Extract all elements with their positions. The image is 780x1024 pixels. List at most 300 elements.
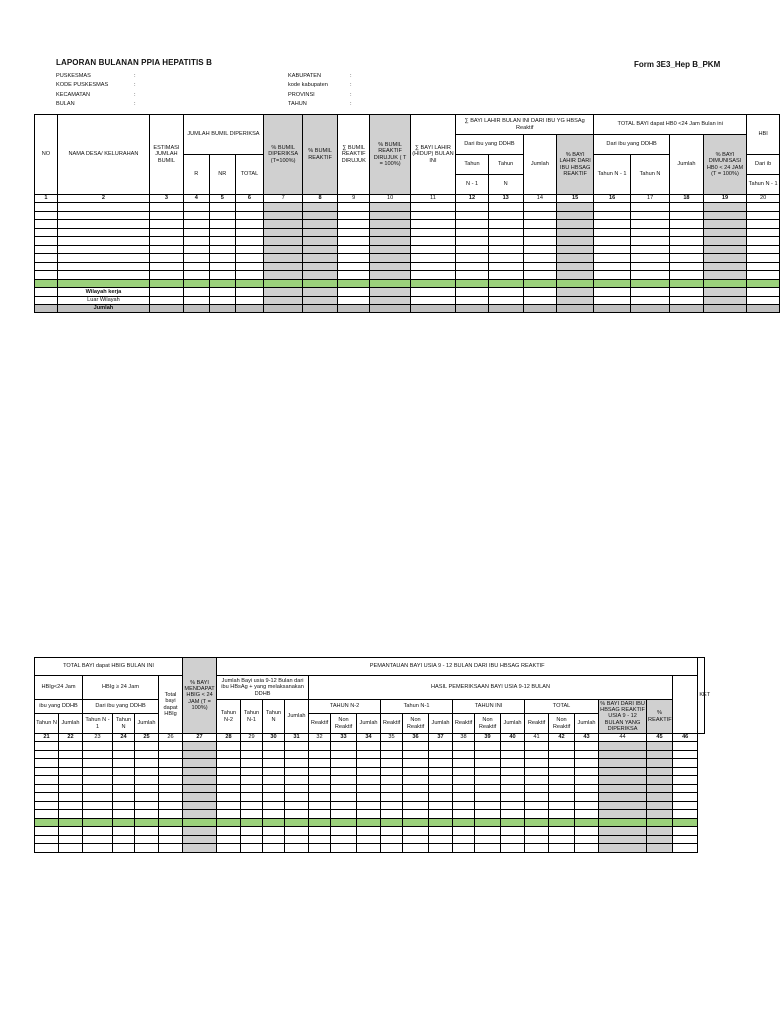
table-cell[interactable]	[557, 211, 594, 220]
table-cell[interactable]	[525, 776, 549, 785]
table-cell[interactable]	[703, 271, 746, 280]
table-cell[interactable]	[403, 784, 429, 793]
table-cell[interactable]	[209, 288, 235, 297]
table-cell[interactable]	[475, 750, 501, 759]
table-cell[interactable]	[381, 818, 403, 827]
table-cell[interactable]	[673, 818, 698, 827]
table-cell[interactable]	[264, 305, 303, 313]
table-cell[interactable]	[594, 288, 631, 297]
table-cell[interactable]	[403, 750, 429, 759]
table-cell[interactable]	[501, 801, 525, 810]
table-cell[interactable]	[209, 254, 235, 263]
table-cell[interactable]	[35, 296, 58, 305]
table-cell[interactable]	[647, 844, 673, 853]
table-cell[interactable]	[381, 835, 403, 844]
table-cell[interactable]	[83, 793, 113, 802]
table-cell[interactable]	[475, 759, 501, 768]
table-cell[interactable]	[183, 237, 209, 246]
table-cell[interactable]	[381, 767, 403, 776]
table-cell[interactable]	[309, 827, 331, 836]
table-cell[interactable]	[209, 228, 235, 237]
table-cell[interactable]	[241, 818, 263, 827]
table-cell[interactable]	[594, 228, 631, 237]
table-cell[interactable]	[670, 237, 704, 246]
table-cell[interactable]	[235, 271, 263, 280]
table-cell[interactable]	[337, 211, 370, 220]
table-cell[interactable]	[159, 750, 183, 759]
table-cell[interactable]	[549, 793, 575, 802]
table-cell[interactable]	[183, 262, 209, 271]
table-cell[interactable]	[285, 784, 309, 793]
table-cell[interactable]	[599, 827, 647, 836]
table-cell[interactable]	[429, 750, 453, 759]
table-cell[interactable]	[113, 835, 135, 844]
table-cell[interactable]	[235, 262, 263, 271]
table-cell[interactable]	[599, 750, 647, 759]
table-cell[interactable]	[429, 742, 453, 751]
table-cell[interactable]	[488, 279, 523, 288]
table-cell[interactable]	[35, 793, 59, 802]
table-cell[interactable]	[309, 784, 331, 793]
table-cell[interactable]	[183, 228, 209, 237]
table-cell[interactable]	[523, 203, 557, 212]
table-cell[interactable]	[263, 835, 285, 844]
table-cell[interactable]	[594, 305, 631, 313]
table-cell[interactable]	[488, 211, 523, 220]
table-cell[interactable]	[488, 296, 523, 305]
table-cell[interactable]	[57, 203, 149, 212]
table-cell[interactable]	[135, 784, 159, 793]
table-cell[interactable]	[475, 827, 501, 836]
table-cell[interactable]	[456, 211, 489, 220]
table-cell[interactable]	[488, 203, 523, 212]
table-cell[interactable]	[747, 203, 780, 212]
table-cell[interactable]	[183, 203, 209, 212]
table-cell[interactable]	[599, 835, 647, 844]
table-cell[interactable]	[410, 271, 456, 280]
table-cell[interactable]	[410, 262, 456, 271]
table-cell[interactable]	[673, 835, 698, 844]
table-cell[interactable]	[631, 288, 670, 297]
table-cell[interactable]	[647, 801, 673, 810]
table-cell[interactable]	[370, 288, 410, 297]
table-cell[interactable]	[357, 793, 381, 802]
table-cell[interactable]	[285, 776, 309, 785]
table-cell[interactable]	[703, 254, 746, 263]
table-cell[interactable]	[703, 203, 746, 212]
table-cell[interactable]	[594, 203, 631, 212]
table-cell[interactable]	[557, 228, 594, 237]
table-cell[interactable]	[309, 750, 331, 759]
table-cell[interactable]	[337, 279, 370, 288]
table-cell[interactable]	[599, 801, 647, 810]
table-cell[interactable]	[59, 750, 83, 759]
table-cell[interactable]	[594, 254, 631, 263]
table-cell[interactable]	[241, 827, 263, 836]
table-cell[interactable]	[403, 776, 429, 785]
table-cell[interactable]	[183, 220, 209, 229]
table-cell[interactable]	[35, 784, 59, 793]
table-cell[interactable]	[35, 237, 58, 246]
table-cell[interactable]	[501, 759, 525, 768]
table-cell[interactable]	[150, 220, 184, 229]
table-cell[interactable]	[35, 220, 58, 229]
table-cell[interactable]	[183, 827, 217, 836]
table-cell[interactable]	[488, 305, 523, 313]
table-cell[interactable]	[525, 810, 549, 819]
table-cell[interactable]	[263, 801, 285, 810]
table-cell[interactable]	[403, 793, 429, 802]
table-cell[interactable]	[599, 784, 647, 793]
table-cell[interactable]	[113, 818, 135, 827]
table-cell[interactable]	[113, 827, 135, 836]
table-cell[interactable]	[183, 776, 217, 785]
table-cell[interactable]	[525, 767, 549, 776]
table-cell[interactable]	[599, 742, 647, 751]
table-cell[interactable]	[647, 759, 673, 768]
table-cell[interactable]	[83, 767, 113, 776]
table-cell[interactable]	[747, 245, 780, 254]
table-cell[interactable]	[523, 279, 557, 288]
table-cell[interactable]	[631, 220, 670, 229]
table-cell[interactable]	[647, 827, 673, 836]
table-cell[interactable]	[337, 305, 370, 313]
table-cell[interactable]	[135, 818, 159, 827]
table-cell[interactable]	[647, 793, 673, 802]
table-cell[interactable]	[673, 776, 698, 785]
table-cell[interactable]	[331, 827, 357, 836]
table-cell[interactable]	[523, 245, 557, 254]
table-cell[interactable]	[241, 759, 263, 768]
table-cell[interactable]	[263, 742, 285, 751]
table-cell[interactable]	[456, 228, 489, 237]
table-cell[interactable]	[303, 220, 338, 229]
table-cell[interactable]	[35, 767, 59, 776]
table-cell[interactable]	[673, 810, 698, 819]
table-cell[interactable]	[525, 759, 549, 768]
table-cell[interactable]	[309, 801, 331, 810]
table-cell[interactable]	[135, 742, 159, 751]
table-cell[interactable]	[575, 827, 599, 836]
table-cell[interactable]	[159, 784, 183, 793]
table-cell[interactable]	[331, 742, 357, 751]
table-cell[interactable]	[135, 827, 159, 836]
table-cell[interactable]	[475, 784, 501, 793]
table-cell[interactable]	[57, 228, 149, 237]
table-cell[interactable]	[525, 742, 549, 751]
table-cell[interactable]	[183, 296, 209, 305]
table-cell[interactable]	[263, 776, 285, 785]
table-cell[interactable]	[59, 793, 83, 802]
table-cell[interactable]	[331, 759, 357, 768]
table-cell[interactable]	[453, 818, 475, 827]
table-cell[interactable]	[285, 818, 309, 827]
table-cell[interactable]	[357, 776, 381, 785]
table-cell[interactable]	[235, 211, 263, 220]
table-cell[interactable]	[381, 784, 403, 793]
table-cell[interactable]	[331, 818, 357, 827]
table-cell[interactable]	[370, 220, 410, 229]
table-cell[interactable]	[525, 844, 549, 853]
table-cell[interactable]	[241, 767, 263, 776]
table-cell[interactable]	[241, 801, 263, 810]
table-cell[interactable]	[357, 750, 381, 759]
table-cell[interactable]	[159, 818, 183, 827]
table-cell[interactable]	[523, 228, 557, 237]
table-cell[interactable]	[594, 211, 631, 220]
table-cell[interactable]	[159, 776, 183, 785]
table-cell[interactable]	[309, 759, 331, 768]
table-cell[interactable]	[135, 776, 159, 785]
table-cell[interactable]	[331, 793, 357, 802]
table-cell[interactable]	[35, 211, 58, 220]
table-cell[interactable]	[235, 228, 263, 237]
table-cell[interactable]	[217, 801, 241, 810]
table-cell[interactable]	[183, 742, 217, 751]
table-cell[interactable]	[631, 203, 670, 212]
table-cell[interactable]	[670, 305, 704, 313]
table-cell[interactable]	[381, 844, 403, 853]
table-cell[interactable]	[59, 776, 83, 785]
table-cell[interactable]	[357, 835, 381, 844]
table-cell[interactable]	[309, 810, 331, 819]
table-cell[interactable]	[309, 844, 331, 853]
table-cell[interactable]	[357, 767, 381, 776]
table-cell[interactable]	[217, 776, 241, 785]
table-cell[interactable]	[703, 305, 746, 313]
table-cell[interactable]	[235, 203, 263, 212]
table-cell[interactable]	[703, 228, 746, 237]
table-cell[interactable]	[159, 759, 183, 768]
table-cell[interactable]	[453, 759, 475, 768]
table-cell[interactable]	[183, 801, 217, 810]
table-cell[interactable]	[217, 844, 241, 853]
table-cell[interactable]	[523, 211, 557, 220]
table-cell[interactable]	[113, 750, 135, 759]
table-cell[interactable]	[35, 844, 59, 853]
table-cell[interactable]	[303, 262, 338, 271]
table-cell[interactable]	[599, 793, 647, 802]
table-cell[interactable]	[35, 305, 58, 313]
table-cell[interactable]	[309, 793, 331, 802]
table-cell[interactable]	[488, 228, 523, 237]
table-cell[interactable]	[594, 271, 631, 280]
table-cell[interactable]	[83, 844, 113, 853]
table-cell[interactable]	[549, 801, 575, 810]
table-cell[interactable]	[135, 801, 159, 810]
table-cell[interactable]	[337, 228, 370, 237]
table-cell[interactable]	[35, 835, 59, 844]
table-cell[interactable]	[113, 810, 135, 819]
table-cell[interactable]	[429, 776, 453, 785]
table-cell[interactable]	[35, 288, 58, 297]
table-cell[interactable]	[403, 818, 429, 827]
table-cell[interactable]	[303, 203, 338, 212]
table-cell[interactable]	[370, 228, 410, 237]
table-cell[interactable]	[747, 271, 780, 280]
table-cell[interactable]	[525, 801, 549, 810]
table-cell[interactable]	[285, 742, 309, 751]
table-cell[interactable]	[83, 827, 113, 836]
table-cell[interactable]	[235, 279, 263, 288]
table-cell[interactable]	[264, 220, 303, 229]
table-cell[interactable]	[264, 237, 303, 246]
table-cell[interactable]	[263, 750, 285, 759]
table-cell[interactable]	[113, 776, 135, 785]
table-cell[interactable]	[525, 793, 549, 802]
table-cell[interactable]	[456, 271, 489, 280]
table-cell[interactable]	[501, 793, 525, 802]
table-cell[interactable]	[150, 245, 184, 254]
table-cell[interactable]	[475, 818, 501, 827]
table-cell[interactable]	[670, 296, 704, 305]
table-cell[interactable]	[599, 810, 647, 819]
table-cell[interactable]	[309, 818, 331, 827]
table-cell[interactable]	[235, 237, 263, 246]
table-cell[interactable]	[235, 296, 263, 305]
table-cell[interactable]	[429, 793, 453, 802]
table-cell[interactable]	[673, 759, 698, 768]
table-cell[interactable]	[217, 818, 241, 827]
table-cell[interactable]	[456, 296, 489, 305]
row-label-luar[interactable]: Luar Wilayah	[57, 296, 149, 305]
table-cell[interactable]	[159, 801, 183, 810]
table-cell[interactable]	[488, 237, 523, 246]
table-cell[interactable]	[575, 759, 599, 768]
table-cell[interactable]	[631, 245, 670, 254]
table-cell[interactable]	[429, 818, 453, 827]
table-cell[interactable]	[549, 844, 575, 853]
table-cell[interactable]	[35, 801, 59, 810]
table-cell[interactable]	[488, 262, 523, 271]
table-cell[interactable]	[337, 296, 370, 305]
table-cell[interactable]	[183, 810, 217, 819]
table-cell[interactable]	[183, 818, 217, 827]
table-cell[interactable]	[135, 759, 159, 768]
table-cell[interactable]	[57, 237, 149, 246]
table-cell[interactable]	[403, 835, 429, 844]
table-cell[interactable]	[135, 793, 159, 802]
table-cell[interactable]	[525, 784, 549, 793]
table-cell[interactable]	[381, 810, 403, 819]
table-cell[interactable]	[523, 296, 557, 305]
table-cell[interactable]	[241, 742, 263, 751]
table-cell[interactable]	[183, 759, 217, 768]
table-cell[interactable]	[475, 793, 501, 802]
table-cell[interactable]	[557, 279, 594, 288]
table-cell[interactable]	[264, 262, 303, 271]
table-cell[interactable]	[429, 835, 453, 844]
table-cell[interactable]	[599, 776, 647, 785]
table-cell[interactable]	[135, 835, 159, 844]
table-cell[interactable]	[381, 827, 403, 836]
table-cell[interactable]	[337, 245, 370, 254]
table-cell[interactable]	[403, 810, 429, 819]
table-cell[interactable]	[183, 767, 217, 776]
table-cell[interactable]	[703, 296, 746, 305]
table-cell[interactable]	[557, 296, 594, 305]
table-cell[interactable]	[475, 844, 501, 853]
table-cell[interactable]	[549, 827, 575, 836]
table-cell[interactable]	[357, 759, 381, 768]
table-cell[interactable]	[303, 228, 338, 237]
table-cell[interactable]	[456, 203, 489, 212]
table-cell[interactable]	[549, 835, 575, 844]
table-cell[interactable]	[57, 262, 149, 271]
table-cell[interactable]	[410, 228, 456, 237]
table-cell[interactable]	[410, 237, 456, 246]
table-cell[interactable]	[59, 827, 83, 836]
table-cell[interactable]	[59, 767, 83, 776]
table-cell[interactable]	[57, 271, 149, 280]
table-cell[interactable]	[183, 784, 217, 793]
table-cell[interactable]	[429, 827, 453, 836]
table-cell[interactable]	[113, 844, 135, 853]
table-cell[interactable]	[501, 810, 525, 819]
table-cell[interactable]	[410, 220, 456, 229]
table-cell[interactable]	[631, 279, 670, 288]
table-cell[interactable]	[285, 750, 309, 759]
table-cell[interactable]	[549, 776, 575, 785]
table-cell[interactable]	[331, 810, 357, 819]
table-cell[interactable]	[747, 296, 780, 305]
table-cell[interactable]	[673, 793, 698, 802]
table-cell[interactable]	[217, 742, 241, 751]
table-cell[interactable]	[159, 793, 183, 802]
table-cell[interactable]	[159, 810, 183, 819]
table-cell[interactable]	[370, 211, 410, 220]
table-cell[interactable]	[235, 288, 263, 297]
table-cell[interactable]	[525, 750, 549, 759]
table-cell[interactable]	[331, 776, 357, 785]
table-cell[interactable]	[599, 818, 647, 827]
table-cell[interactable]	[549, 818, 575, 827]
table-cell[interactable]	[331, 767, 357, 776]
table-cell[interactable]	[647, 767, 673, 776]
table-cell[interactable]	[59, 784, 83, 793]
table-cell[interactable]	[673, 767, 698, 776]
table-cell[interactable]	[241, 844, 263, 853]
table-cell[interactable]	[264, 271, 303, 280]
table-cell[interactable]	[747, 305, 780, 313]
table-cell[interactable]	[594, 296, 631, 305]
table-cell[interactable]	[159, 742, 183, 751]
table-cell[interactable]	[549, 810, 575, 819]
table-cell[interactable]	[337, 254, 370, 263]
table-cell[interactable]	[209, 211, 235, 220]
table-cell[interactable]	[557, 245, 594, 254]
table-cell[interactable]	[264, 245, 303, 254]
table-cell[interactable]	[59, 810, 83, 819]
table-cell[interactable]	[381, 742, 403, 751]
table-cell[interactable]	[57, 211, 149, 220]
table-cell[interactable]	[456, 220, 489, 229]
table-cell[interactable]	[475, 776, 501, 785]
table-cell[interactable]	[403, 767, 429, 776]
table-cell[interactable]	[357, 784, 381, 793]
table-cell[interactable]	[35, 245, 58, 254]
table-cell[interactable]	[670, 245, 704, 254]
table-cell[interactable]	[159, 827, 183, 836]
table-cell[interactable]	[303, 288, 338, 297]
table-cell[interactable]	[159, 844, 183, 853]
table-cell[interactable]	[501, 827, 525, 836]
table-cell[interactable]	[35, 759, 59, 768]
table-cell[interactable]	[303, 254, 338, 263]
table-cell[interactable]	[525, 827, 549, 836]
table-cell[interactable]	[209, 245, 235, 254]
table-cell[interactable]	[209, 279, 235, 288]
